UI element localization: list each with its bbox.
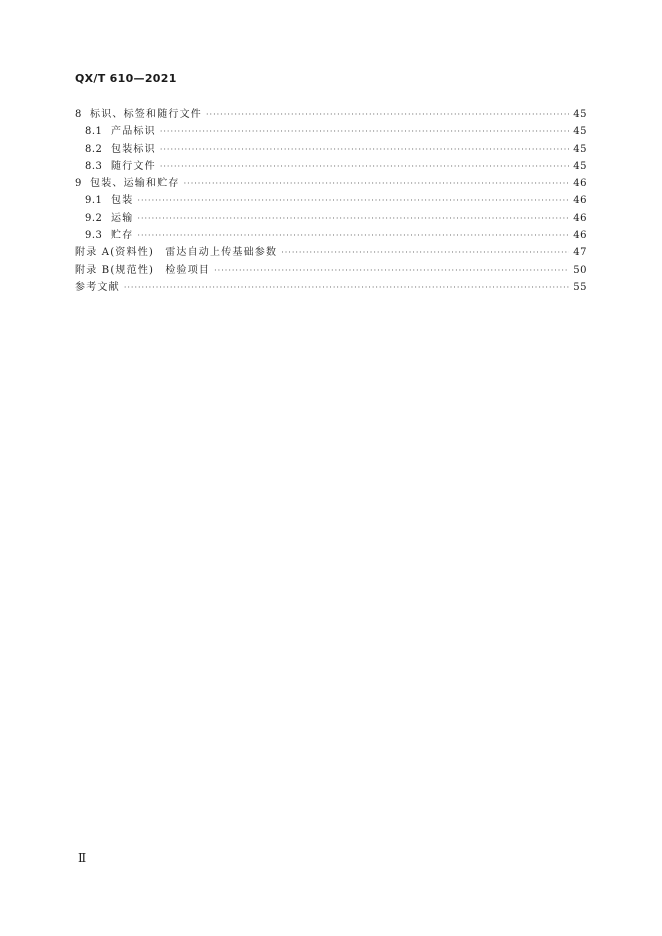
toc-leader-dots [281, 244, 569, 261]
toc-entry[interactable] [75, 106, 587, 123]
toc-entry[interactable] [75, 123, 587, 140]
toc-entry-number: 9.3 [85, 230, 103, 242]
toc-leader-dots [137, 210, 569, 227]
toc-entry-page: 45 [573, 126, 587, 138]
toc-entry[interactable] [75, 210, 587, 227]
toc-entry-number: 8.2 [85, 143, 103, 155]
toc-leader-dots [160, 123, 569, 140]
document-code-header: QX/T 610—2021 [75, 72, 177, 85]
toc-entry-title: 贮存 [111, 230, 134, 242]
toc-entry-page: 45 [573, 143, 587, 155]
toc-entry-page: 46 [573, 195, 587, 207]
toc-entry-title: 附录 B(规范性) 检验项目 [75, 264, 211, 276]
toc-entry-page: 55 [573, 281, 587, 293]
toc-entry[interactable] [75, 158, 587, 175]
toc-entry[interactable] [75, 279, 587, 296]
toc-entry[interactable] [75, 244, 587, 261]
toc-entry-title: 附录 A(资料性) 雷达自动上传基础参数 [75, 247, 278, 259]
toc-entry-title: 运输 [111, 212, 134, 224]
toc-entry-number: 9 [75, 178, 82, 190]
toc-entry-title: 随行文件 [111, 160, 156, 172]
toc-entry-title: 参考文献 [75, 281, 120, 293]
table-of-contents [75, 106, 587, 296]
toc-entry-page: 46 [573, 178, 587, 190]
toc-entry-title: 包装、运输和贮存 [90, 178, 180, 190]
toc-entry-page: 47 [573, 247, 587, 259]
toc-entry-number: 9.1 [85, 195, 103, 207]
toc-leader-dots [160, 158, 569, 175]
toc-entry[interactable] [75, 141, 587, 158]
toc-entry-page: 46 [573, 212, 587, 224]
toc-entry-number: 8.1 [85, 126, 103, 138]
toc-entry-page: 45 [573, 160, 587, 172]
toc-leader-dots [137, 192, 569, 209]
toc-entry-title: 包装标识 [111, 143, 156, 155]
toc-entry-title: 产品标识 [111, 126, 156, 138]
toc-entry[interactable] [75, 175, 587, 192]
toc-leader-dots [124, 279, 569, 296]
toc-leader-dots [160, 141, 569, 158]
toc-leader-dots [184, 175, 570, 192]
toc-entry-page: 46 [573, 230, 587, 242]
toc-entry-title: 标识、标签和随行文件 [90, 109, 202, 120]
toc-entry-page: 45 [573, 109, 587, 120]
toc-entry-number: 9.2 [85, 212, 103, 224]
page-number-footer: Ⅱ [78, 851, 87, 865]
toc-entry-page: 50 [573, 264, 587, 276]
toc-entry[interactable] [75, 192, 587, 209]
toc-leader-dots [214, 262, 569, 279]
toc-entry-title: 包装 [111, 195, 134, 207]
toc-entry[interactable] [75, 227, 587, 244]
toc-entry-number: 8 [75, 109, 82, 120]
toc-entry-number: 8.3 [85, 160, 103, 172]
toc-leader-dots [206, 106, 569, 123]
toc-entry[interactable] [75, 262, 587, 279]
toc-leader-dots [137, 227, 569, 244]
